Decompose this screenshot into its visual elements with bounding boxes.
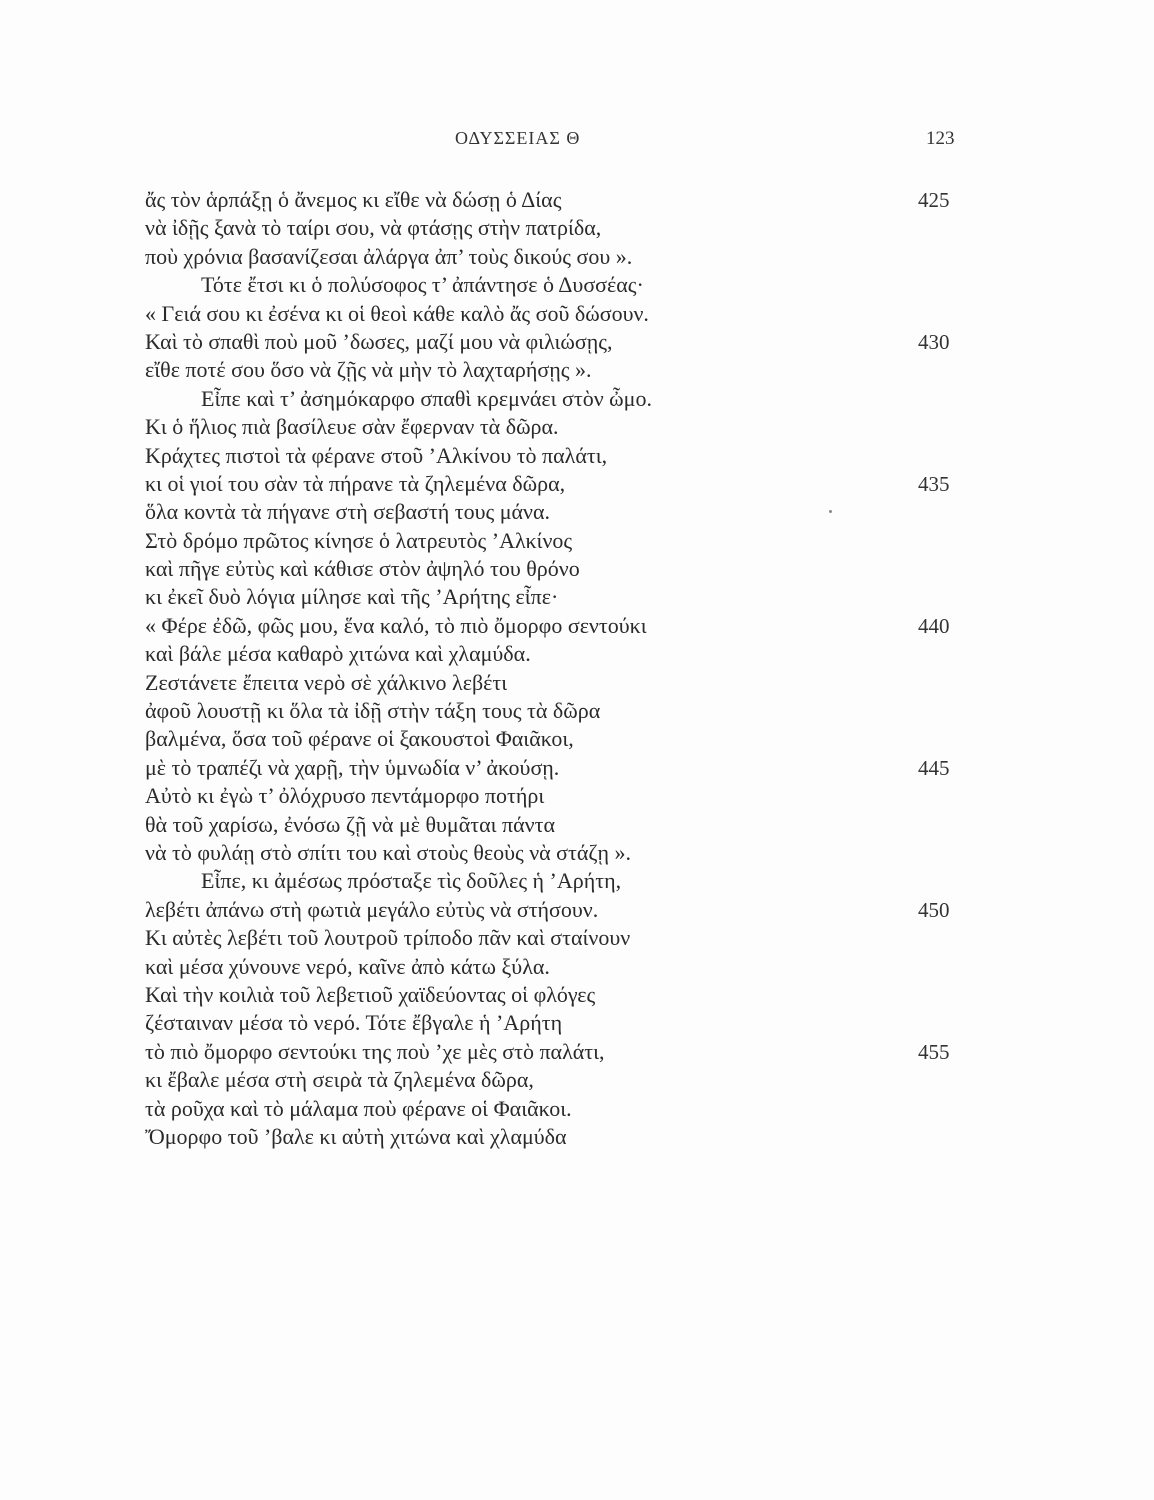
verse-text: νὰ ἰδῇς ξανὰ τὸ ταίρι σου, νὰ φτάσῃς στὴν πατρίδα,: [145, 215, 602, 241]
verse-text: Τότε ἔτσι κι ὁ πολύσοφος τ’ ἀπάντησε ὁ Δυσσέας·: [201, 272, 644, 298]
verse-line: [145, 811, 975, 839]
verse-text: Εἶπε, κι ἀμέσως πρόσταξε τὶς δοῦλες ἡ ’Αρήτη,: [201, 868, 622, 894]
verse-text: ἄς τὸν ἁρπάξῃ ὁ ἄνεμος κι εἴθε νὰ δώσῃ ὁ Δίας: [145, 187, 562, 212]
verse-line: [145, 669, 975, 697]
verse-line: [145, 1038, 975, 1066]
verse-line: [145, 612, 975, 640]
verse-line: [145, 924, 975, 952]
line-number: 430: [918, 329, 950, 354]
verse-line: [145, 442, 975, 470]
line-number: 425: [918, 188, 950, 212]
verse-text: βαλμένα, ὅσα τοῦ φέρανε οἱ ξακουστοὶ Φαιᾶκοι,: [145, 726, 574, 752]
page-number: 123: [926, 128, 955, 149]
verse-text: λεβέτι ἀπάνω στὴ φωτιὰ μεγάλο εὐτὺς νὰ στήσουν.: [145, 896, 599, 922]
verse-line: [145, 953, 975, 981]
verse-text: Καὶ τὸ σπαθὶ ποὺ μοῦ ’δωσες, μαζί μου νὰ φιλιώσῃς,: [145, 328, 613, 354]
verse-line: [145, 839, 975, 867]
verse-line: [145, 186, 975, 214]
verse-line: [145, 300, 975, 328]
verse-text: καὶ πῆγε εὐτὺς καὶ κάθισε στὸν ἀψηλό του θρόνο: [145, 556, 580, 582]
verse-text: μὲ τὸ τραπέζι νὰ χαρῇ, τὴν ὑμνωδία ν’ ἀκούσῃ.: [145, 754, 560, 780]
verse-text: Κράχτες πιστοὶ τὰ φέρανε στοῦ ’Αλκίνου τὸ παλάτι,: [145, 442, 608, 468]
verse-line: [145, 470, 975, 498]
verse-text: ἀφοῦ λουστῇ κι ὅλα τὰ ἰδῇ στὴν τάξη τους τὰ δῶρα: [145, 698, 601, 724]
verse-text: τὰ ροῦχα καὶ τὸ μάλαμα ποὺ φέρανε οἱ Φαιᾶκοι.: [145, 1095, 572, 1121]
verse-line: [145, 725, 975, 753]
verse-text: ποὺ χρόνια βασανίζεσαι ἀλάργα ἀπ’ τοὺς δικούς σου ».: [145, 243, 633, 269]
verse-text: Αὐτὸ κι ἐγὼ τ’ ὀλόχρυσο πεντάμορφο ποτήρι: [145, 783, 545, 809]
verse-text: ὅλα κοντὰ τὰ πήγανε στὴ σεβαστή τους μάνα.: [145, 499, 550, 525]
verse-text: Ζεστάνετε ἔπειτα νερὸ σὲ χάλκινο λεβέτι: [145, 669, 508, 695]
verse-text: τὸ πιὸ ὄμορφο σεντούκι της ποὺ ’χε μὲς στὸ παλάτι,: [145, 1038, 605, 1064]
line-number: 445: [918, 755, 950, 780]
verse-line: [145, 640, 975, 668]
line-number: 450: [918, 897, 950, 922]
verse-line: [145, 356, 975, 384]
verse-line: [145, 1009, 975, 1037]
running-head-title: ΟΔΥΣΣΕΙΑΣ Θ: [455, 128, 581, 148]
verse-line: [145, 782, 975, 810]
verse-line: [145, 243, 975, 271]
verse-text: Κι ὁ ἥλιος πιὰ βασίλευε σὰν ἔφερναν τὰ δῶρα.: [145, 414, 559, 440]
verse-text: Στὸ δρόμο πρῶτος κίνησε ὁ λατρευτὸς ’Αλκίνος: [145, 527, 573, 553]
verse-line: [145, 1123, 975, 1151]
verse-line: [145, 527, 975, 555]
line-number: 435: [918, 471, 950, 496]
verse-line: [145, 555, 975, 583]
paper-speck: [829, 510, 832, 513]
verse-line: [145, 867, 975, 895]
verse-line: [145, 896, 975, 924]
verse-line: [145, 1095, 975, 1123]
verse-block: [145, 186, 975, 1151]
verse-line: [145, 1066, 975, 1094]
verse-text: νὰ τὸ φυλάῃ στὸ σπίτι του καὶ στοὺς θεοὺς νὰ στάζῃ ».: [145, 839, 632, 865]
verse-line: [145, 498, 975, 526]
verse-line: [145, 328, 975, 356]
verse-text: καὶ βάλε μέσα καθαρὸ χιτώνα καὶ χλαμύδα.: [145, 641, 531, 667]
verse-line: [145, 271, 975, 299]
verse-line: [145, 214, 975, 242]
verse-line: [145, 413, 975, 441]
verse-text: θὰ τοῦ χαρίσω, ἐνόσω ζῇ νὰ μὲ θυμᾶται πάντα: [145, 811, 555, 837]
verse-line: [145, 583, 975, 611]
verse-text: Κι αὐτὲς λεβέτι τοῦ λουτροῦ τρίποδο πᾶν καὶ σταίνουν: [145, 925, 631, 951]
verse-text: κι ἔβαλε μέσα στὴ σειρὰ τὰ ζηλεμένα δῶρα,: [145, 1067, 534, 1093]
verse-text: εἴθε ποτέ σου ὅσο νὰ ζῇς νὰ μὴν τὸ λαχταρήσῃς ».: [145, 357, 592, 383]
verse-text: Εἶπε καὶ τ’ ἀσημόκαρφο σπαθὶ κρεμνάει στὸν ὦμο.: [201, 385, 652, 411]
verse-line: [145, 385, 975, 413]
verse-text: « Γειά σου κι ἐσένα κι οἱ θεοὶ κάθε καλὸ ἄς σοῦ δώσουν.: [145, 300, 649, 326]
running-head: [0, 128, 1154, 152]
verse-line: [145, 754, 975, 782]
line-number: 455: [918, 1039, 950, 1064]
verse-text: « Φέρε ἐδῶ, φῶς μου, ἕνα καλό, τὸ πιὸ ὄμορφο σεντούκι: [145, 612, 647, 638]
line-number: 440: [918, 613, 950, 638]
verse-text: κι ἐκεῖ δυὸ λόγια μίλησε καὶ τῆς ’Αρήτης εἶπε·: [145, 584, 559, 610]
verse-text: Καὶ τὴν κοιλιὰ τοῦ λεβετιοῦ χαϊδεύοντας οἱ φλόγες: [145, 981, 596, 1007]
verse-line: [145, 981, 975, 1009]
verse-text: ζέσταιναν μέσα τὸ νερό. Τότε ἔβγαλε ἡ ’Αρήτη: [145, 1010, 563, 1036]
verse-text: καὶ μέσα χύνουνε νερό, καῖνε ἀπὸ κάτω ξύλα.: [145, 953, 550, 979]
verse-line: [145, 697, 975, 725]
verse-text: κι οἱ γιοί του σὰν τὰ πήρανε τὰ ζηλεμένα δῶρα,: [145, 470, 566, 496]
verse-text: Ὄμορφο τοῦ ’βαλε κι αὐτὴ χιτώνα καὶ χλαμύδα: [145, 1123, 567, 1149]
